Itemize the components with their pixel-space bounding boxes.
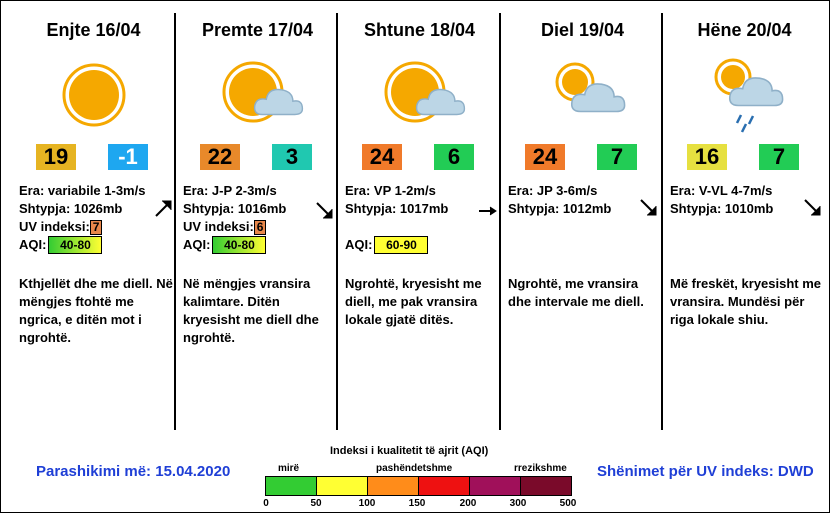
wind-text: Era: J-P 2-3m/s (183, 183, 277, 198)
day-description: Ngrohtë, kryesisht me diell, me pak vransira lokale gjatë ditës. (345, 276, 482, 327)
aqi-band-hazardous (521, 477, 571, 495)
temp-min: -1 (108, 144, 148, 170)
aqi-tick: 500 (559, 498, 577, 509)
day-description: Kthjellët dhe me diell. Në mëngjes ftohtë me ngrica, e ditën mot i ngrohtë. (19, 276, 173, 345)
aqi-label: AQI: (345, 237, 373, 252)
pressure-text: Shtypja: 1026mb (19, 201, 123, 216)
small-sun-cloud-icon (528, 58, 638, 138)
aqi-label-unhealthy: pashëndetshme (376, 463, 453, 474)
aqi-line (183, 236, 338, 254)
sun-icon (39, 58, 149, 138)
pressure-text: Shtypja: 1016mb (183, 201, 287, 216)
aqi-tick: 100 (358, 498, 376, 509)
aqi-value: 40-80 (48, 236, 102, 254)
forecast-date: Parashikimi më: 15.04.2020 (36, 463, 231, 480)
arrow-se-icon (638, 197, 660, 219)
day-description: Më freskët, kryesisht me vransira. Mundësi për riga lokale shiu. (670, 276, 822, 327)
aqi-tick: 0 (263, 498, 269, 509)
day-title: Shtune 18/04 (363, 20, 476, 40)
pressure-text: Shtypja: 1017mb (345, 201, 449, 216)
wind-text: Era: V-VL 4-7m/s (670, 183, 773, 198)
sun-cloud-icon (365, 58, 475, 138)
aqi-tick: 300 (509, 498, 527, 509)
aqi-band-sensitive (368, 477, 419, 495)
uv-label: UV indeksi: (19, 219, 90, 234)
arrow-se-icon (314, 200, 336, 222)
wind-text: Era: variabile 1-3m/s (19, 183, 146, 198)
temp-max: 19 (36, 144, 76, 170)
aqi-line (19, 236, 174, 254)
aqi-value: 40-80 (212, 236, 266, 254)
sun-cloud-rain-icon (690, 58, 800, 138)
pressure-text: Shtypja: 1010mb (670, 201, 774, 216)
arrow-e-icon (477, 200, 499, 222)
uv-note: Shënimet për UV indeks: DWD (597, 463, 814, 480)
arrow-ne-icon (153, 197, 175, 219)
temp-max: 16 (687, 144, 727, 170)
wind-text: Era: JP 3-6m/s (508, 183, 598, 198)
aqi-label-hazardous: rrezikshme (514, 463, 567, 474)
temp-max: 22 (200, 144, 240, 170)
aqi-label: AQI: (19, 237, 47, 252)
day-title: Premte 17/04 (201, 20, 314, 40)
temp-min: 6 (434, 144, 474, 170)
temp-max: 24 (362, 144, 402, 170)
uv-label: UV indeksi: (183, 219, 254, 234)
aqi-band-unhealthy (419, 477, 470, 495)
aqi-scale-title: Indeksi i kualitetit të ajrit (AQI) (330, 445, 489, 457)
pressure-text: Shtypja: 1012mb (508, 201, 612, 216)
day-description: Në mëngjes vransira kalimtare. Ditën kryesisht me diell dhe ngrohtë. (183, 276, 319, 345)
day-info (19, 182, 174, 254)
aqi-tick: 200 (459, 498, 477, 509)
aqi-band-good (266, 477, 317, 495)
temp-min: 7 (597, 144, 637, 170)
aqi-line (345, 236, 500, 254)
temp-max: 24 (525, 144, 565, 170)
arrow-se-icon (802, 197, 824, 219)
aqi-label-good: mirë (278, 463, 300, 474)
temp-min: 3 (272, 144, 312, 170)
wind-text: Era: VP 1-2m/s (345, 183, 436, 198)
day-column (12, 0, 175, 430)
day-title: Diel 19/04 (540, 20, 625, 40)
day-title: Hëne 20/04 (697, 20, 792, 40)
aqi-band-very-unhealthy (470, 477, 521, 495)
aqi-label: AQI: (183, 237, 211, 252)
aqi-color-scale (265, 476, 572, 496)
aqi-tick: 50 (310, 498, 322, 509)
aqi-value: 60-90 (374, 236, 428, 254)
day-title: Enjte 16/04 (46, 20, 141, 40)
day-description: Ngrohtë, me vransira dhe intervale me diell. (508, 276, 644, 309)
uv-value: 6 (254, 220, 267, 235)
aqi-tick: 150 (408, 498, 426, 509)
aqi-band-moderate (317, 477, 368, 495)
uv-line (19, 218, 174, 236)
sun-cloud-icon (203, 58, 313, 138)
uv-value: 7 (90, 220, 103, 235)
temp-min: 7 (759, 144, 799, 170)
